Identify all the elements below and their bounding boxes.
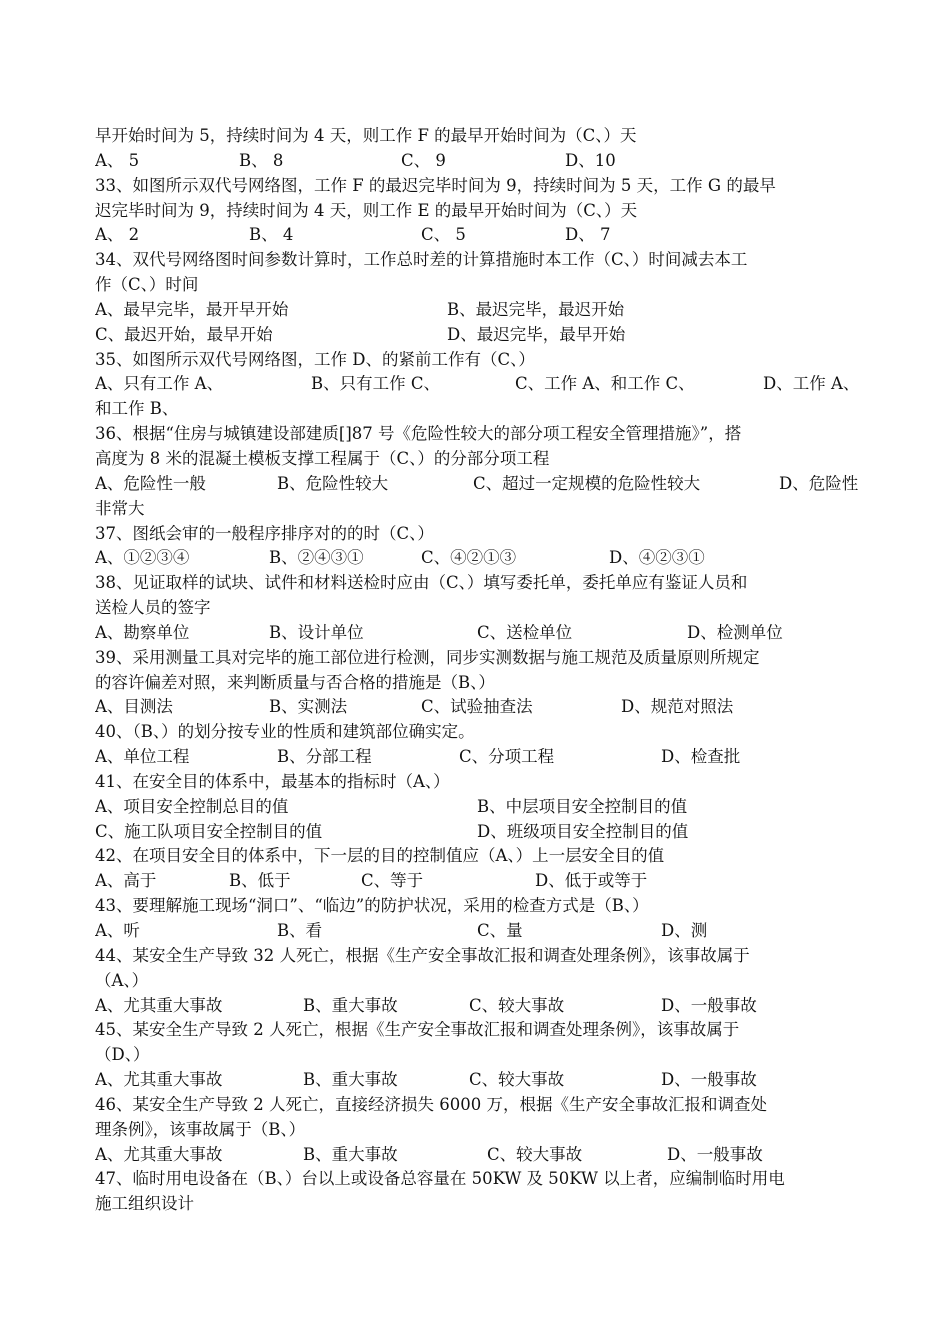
answer-option: D、低于或等于: [535, 871, 648, 891]
answer-option: B、 4: [249, 225, 294, 245]
answer-option: A、尤其重大事故: [95, 1070, 223, 1090]
answer-option: C、④②①③: [421, 548, 517, 568]
answer-option: A、项目安全控制总目的值: [95, 796, 289, 816]
answer-option: B、重大事故: [303, 995, 398, 1015]
answer-options-row: [95, 323, 870, 348]
answer-option: B、只有工作 C、: [311, 374, 440, 394]
answer-option: B、中层项目安全控制目的值: [477, 796, 688, 816]
question-text-line: 高度为 8 米的混凝土模板支撑工程属于（C、）的分部分项工程: [95, 448, 550, 468]
answer-option: C、较大事故: [487, 1144, 583, 1164]
answer-options-row: [95, 994, 870, 1019]
answer-option: C、送检单位: [477, 622, 573, 642]
answer-options-row: [95, 472, 870, 497]
answer-option: B、危险性较大: [277, 473, 389, 493]
answer-option: D、工作 A、: [763, 374, 860, 394]
answer-option: D、测: [661, 921, 708, 940]
answer-option: A、 5: [95, 150, 140, 170]
question-text-line: （D、）: [95, 1045, 150, 1065]
answer-options-row: [95, 223, 870, 248]
question-text-line: 施工组织设计: [95, 1194, 194, 1214]
answer-option: A、高于: [95, 871, 157, 891]
document-page: [95, 124, 870, 1217]
question-text-line: 理条例》，该事故属于（B、）: [95, 1119, 306, 1139]
answer-option: C、 5: [421, 225, 466, 245]
answer-option: B、 8: [239, 150, 284, 170]
answer-options-row: [95, 869, 870, 894]
answer-options-row: [95, 695, 870, 720]
question-text-line: （A、）: [95, 970, 149, 990]
answer-option: C、施工队项目安全控制目的值: [95, 821, 323, 841]
question-text-line: 33、如图所示双代号网络图，工作 F 的最迟完毕时间为 9，持续时间为 5 天，工作 G 的最早: [95, 175, 776, 195]
question-text-line: 送检人员的签字: [95, 598, 211, 618]
question-text-line: 42、在项目安全目的体系中，下一层的目的控制值应（A、）上一层安全目的值: [95, 846, 665, 866]
answer-option: B、看: [277, 921, 323, 940]
answer-option: D、10: [565, 150, 616, 170]
answer-option: C、工作 A、和工作 C、: [515, 374, 695, 394]
question-text-line: 34、双代号网络图时间参数计算时，工作总时差的计算措施时本工作（C、）时间减去本工: [95, 250, 748, 270]
question-text-line: 46、某安全生产导致 2 人死亡，直接经济损失 6000 万，根据《生产安全事故汇报和调查处: [95, 1094, 767, 1114]
answer-option: D、班级项目安全控制目的值: [477, 821, 689, 841]
question-text-line: 45、某安全生产导致 2 人死亡，根据《生产安全事故汇报和调查处理条例》，该事故属于: [95, 1020, 740, 1040]
answer-option: A、 2: [95, 225, 140, 245]
answer-options-row: [95, 795, 870, 820]
answer-options-row: [95, 1143, 870, 1168]
answer-options-row: [95, 919, 870, 944]
question-text-line: 非常大: [95, 498, 145, 518]
question-text-line: 和工作 B、: [95, 399, 179, 419]
answer-option: A、尤其重大事故: [95, 995, 223, 1015]
question-text-line: 作（C、）时间: [95, 275, 199, 295]
answer-option: C、较大事故: [469, 1070, 565, 1090]
answer-options-row: [95, 149, 870, 174]
question-text-line: 43、要理解施工现场“洞口”、“临边”的防护状况，采用的检查方式是（B、）: [95, 896, 649, 916]
answer-options-row: [95, 745, 870, 770]
answer-option: D、一般事故: [667, 1144, 763, 1164]
question-text-line: 38、见证取样的试块、试件和材料送检时应由（C、）填写委托单，委托单应有鉴证人员和: [95, 573, 748, 593]
question-text-line: 37、图纸会审的一般程序排序对的的时（C、）: [95, 523, 434, 543]
question-text-line: 35、如图所示双代号网络图，工作 D、的紧前工作有（C、）: [95, 349, 535, 369]
answer-option: A、最早完毕，最开早开始: [95, 299, 289, 319]
question-text-line: 的容许偏差对照，来判断质量与否合格的措施是（B、）: [95, 672, 495, 692]
answer-option: A、目测法: [95, 697, 173, 717]
answer-option: B、分部工程: [277, 747, 372, 767]
answer-option: B、实测法: [269, 697, 348, 717]
question-text-line: 早开始时间为 5，持续时间为 4 天，则工作 F 的最早开始时间为（C、）天: [95, 126, 637, 145]
answer-option: D、一般事故: [661, 995, 757, 1015]
answer-options-row: [95, 546, 870, 571]
answer-option: A、只有工作 A、: [95, 374, 224, 394]
answer-option: D、检查批: [661, 747, 741, 767]
answer-option: B、低于: [229, 871, 291, 891]
answer-option: C、分项工程: [459, 747, 555, 767]
question-text-line: 47、临时用电设备在（B、）台以上或设备总容量在 50KW 及 50KW 以上者，应编制临时用电: [95, 1169, 785, 1189]
answer-option: D、④②③①: [609, 548, 705, 568]
answer-option: A、单位工程: [95, 747, 190, 767]
answer-option: C、量: [477, 921, 523, 940]
answer-option: C、较大事故: [469, 995, 565, 1015]
answer-options-row: [95, 372, 870, 397]
question-text-line: 39、采用测量工具对完毕的施工部位进行检测，同步实测数据与施工规范及质量原则所规定: [95, 647, 760, 667]
answer-option: A、听: [95, 921, 140, 940]
answer-option: D、规范对照法: [621, 697, 734, 717]
answer-options-row: [95, 820, 870, 845]
answer-options-row: [95, 621, 870, 646]
answer-option: C、试验抽查法: [421, 697, 533, 717]
answer-option: B、重大事故: [303, 1144, 398, 1164]
question-text-line: 40、（B、）的划分按专业的性质和建筑部位确实定。: [95, 722, 475, 742]
answer-option: C、最迟开始，最早开始: [95, 324, 273, 344]
answer-option: A、危险性一般: [95, 473, 206, 493]
answer-option: B、设计单位: [269, 622, 364, 642]
answer-option: A、尤其重大事故: [95, 1144, 223, 1164]
answer-option: D、最迟完毕，最早开始: [447, 324, 626, 344]
answer-option: A、①②③④: [95, 548, 190, 568]
answer-option: D、危险性: [779, 473, 859, 493]
answer-option: B、重大事故: [303, 1070, 398, 1090]
answer-option: D、检测单位: [687, 622, 783, 642]
question-text-line: 迟完毕时间为 9，持续时间为 4 天，则工作 E 的最早开始时间为（C、）天: [95, 200, 638, 220]
answer-option: C、等于: [361, 871, 424, 891]
question-text-line: 36、根据“住房与城镇建设部建质[]87 号《危险性较大的部分项工程安全管理措施》”，搭: [95, 424, 742, 444]
answer-options-row: [95, 298, 870, 323]
answer-option: D、一般事故: [661, 1070, 757, 1090]
question-text-line: 41、在安全目的体系中，最基本的指标时（A、）: [95, 771, 450, 791]
answer-option: B、②④③①: [269, 548, 364, 568]
answer-option: C、超过一定规模的危险性较大: [473, 473, 701, 493]
question-text-line: 44、某安全生产导致 32 人死亡，根据《生产安全事故汇报和调查处理条例》，该事故属于: [95, 945, 750, 965]
answer-option: B、最迟完毕，最迟开始: [447, 299, 625, 319]
answer-option: A、勘察单位: [95, 622, 190, 642]
answer-options-row: [95, 1068, 870, 1093]
answer-option: D、 7: [565, 225, 611, 245]
answer-option: C、 9: [401, 150, 446, 170]
